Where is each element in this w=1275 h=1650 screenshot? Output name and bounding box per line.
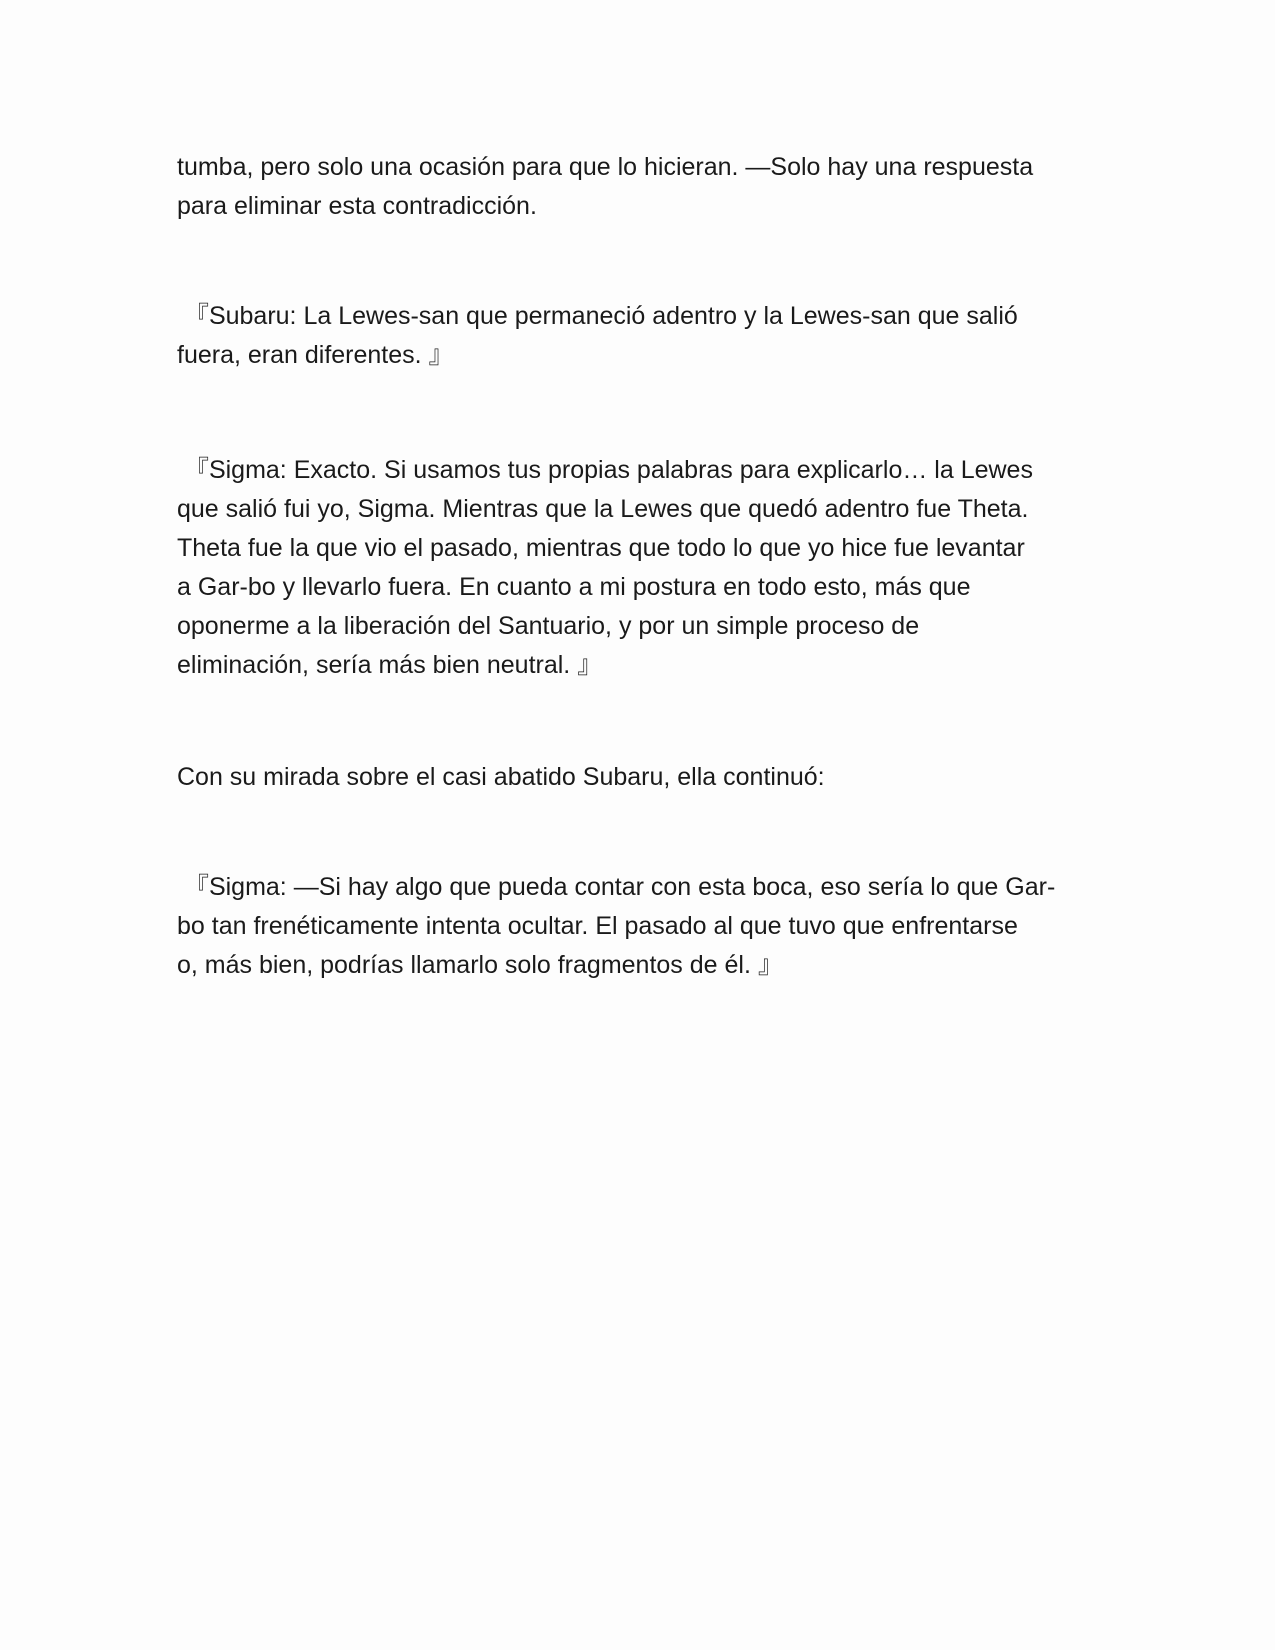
paragraph-4 — [177, 758, 1107, 797]
paragraph-line: oponerme a la liberación del Santuario, y por un simple proceso de — [177, 612, 920, 640]
paragraph-line: 『Sigma: —Si hay algo que pueda contar con esta boca, eso sería lo que Gar- — [177, 873, 1056, 901]
paragraph-3 — [177, 451, 1107, 685]
paragraph-line: o, más bien, podrías llamarlo solo fragmentos de él. 』 — [177, 951, 783, 979]
paragraph-line: a Gar-bo y llevarlo fuera. En cuanto a mi postura en todo esto, más que — [177, 573, 971, 601]
paragraph-1 — [177, 148, 1107, 226]
paragraph-line: Con su mirada sobre el casi abatido Subaru, ella continuó: — [177, 763, 825, 791]
paragraph-5 — [177, 868, 1107, 985]
paragraph-line: eliminación, sería más bien neutral. 』 — [177, 651, 603, 679]
paragraph-line: bo tan frenéticamente intenta ocultar. El pasado al que tuvo que enfrentarse — [177, 912, 1018, 940]
paragraph-line: para eliminar esta contradicción. — [177, 192, 537, 220]
paragraph-line: 『Subaru: La Lewes-san que permaneció adentro y la Lewes-san que salió — [177, 302, 1018, 330]
paragraph-2 — [177, 297, 1107, 375]
paragraph-line: tumba, pero solo una ocasión para que lo hicieran. —Solo hay una respuesta — [177, 153, 1034, 181]
paragraph-line: fuera, eran diferentes. 』 — [177, 341, 454, 369]
paragraph-line: Theta fue la que vio el pasado, mientras que todo lo que yo hice fue levantar — [177, 534, 1025, 562]
paragraph-line: que salió fui yo, Sigma. Mientras que la Lewes que quedó adentro fue Theta. — [177, 495, 1029, 523]
paragraph-line: 『Sigma: Exacto. Si usamos tus propias palabras para explicarlo… la Lewes — [177, 456, 1033, 484]
